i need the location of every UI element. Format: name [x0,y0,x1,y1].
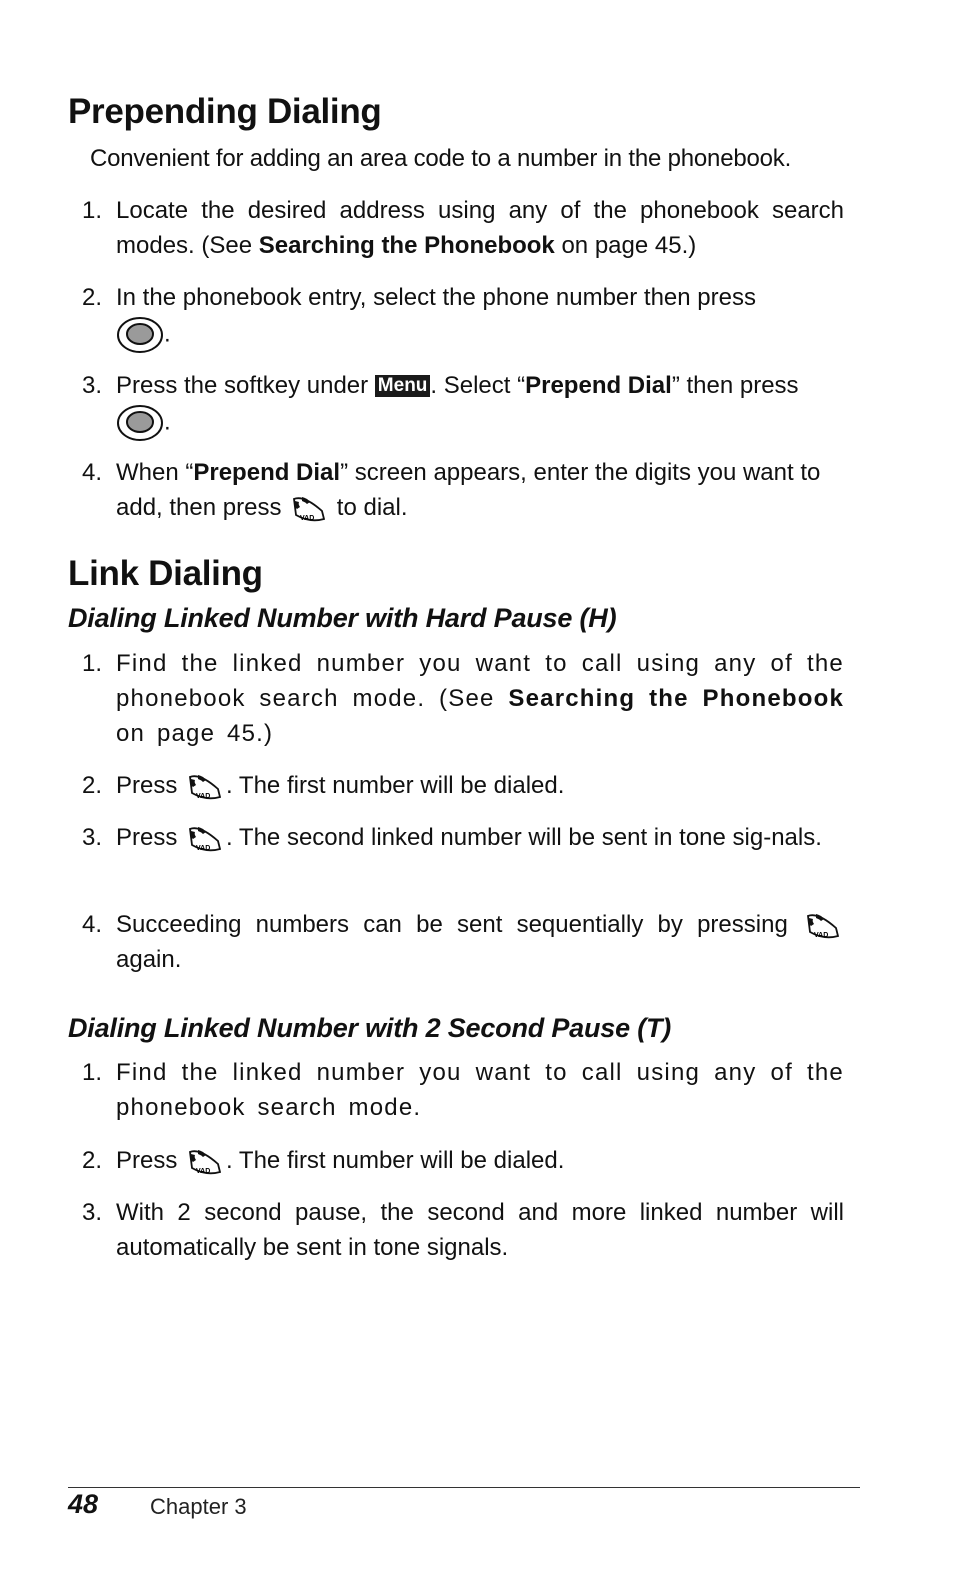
page-number: 48 [68,1489,99,1519]
step-number: 3. [82,1199,103,1226]
step-option: Prepend Dial [193,459,341,486]
step-number: 3. [82,824,103,851]
step-text: Find the linked number you want to call using any of the phonebook search mode. (See [116,650,844,712]
send-key-label: VAD [196,792,211,800]
step-text: on page 45.) [116,720,274,747]
step-text: ” screen appears, enter the digits you want to add, then press [116,459,821,521]
step-text: . [164,320,171,348]
step-number: 2. [82,1147,103,1174]
send-key-icon [288,493,330,525]
step-number: 2. [82,772,103,799]
step-text: Press [116,1147,185,1174]
step-text: . [164,408,171,436]
list-item [82,1143,844,1178]
step-number: 4. [82,911,103,938]
section-intro: Convenient for adding an area code to a number in the phonebook. [90,145,792,172]
ok-key-icon [116,403,164,443]
step-text: Press [116,824,185,851]
step-text: ” then press [671,372,799,399]
list-item [82,193,844,263]
list-item [82,280,844,355]
step-text: When “ [116,459,194,486]
step-number: 1. [82,197,103,224]
step-text: Succeeding numbers can be sent sequentially by pressing [116,911,802,938]
send-key-label: VAD [196,1167,211,1175]
step-text: Find the linked number you want to call using any of the phonebook search mode. [116,1059,844,1121]
step-reference: Searching the Phonebook [508,685,844,712]
send-key-label: VAD [814,931,829,939]
list-item [82,820,844,855]
step-option: Prepend Dial [525,372,672,399]
step-text: . The second linked number will be sent in tone sig-nals. [226,824,822,851]
chapter-label: Chapter 3 [150,1494,247,1519]
menu-softkey-label: Menu [375,375,431,397]
send-key-icon [802,910,844,942]
step-number: 2. [82,284,103,311]
step-reference: Searching the Phonebook [258,232,555,259]
subsection-title-hard-pause: Dialing Linked Number with Hard Pause (H) [68,603,617,633]
list-item [82,907,844,977]
step-text: Press the softkey under [116,372,375,399]
subsection-title-two-second-pause: Dialing Linked Number with 2 Second Pause (T) [68,1013,672,1043]
step-text: Press [116,772,185,799]
list-item [82,368,844,443]
section-title-prepending-dialing: Prepending Dialing [68,92,382,131]
step-text: . The first number will be dialed. [226,1147,565,1174]
step-text: again. [116,946,182,973]
list-item [82,768,844,803]
step-number: 4. [82,459,103,486]
send-key-icon [184,1146,226,1178]
list-item [82,1055,844,1125]
list-item [82,646,844,751]
ok-key-icon [116,315,164,355]
footer-divider [68,1487,860,1488]
step-text: on page 45.) [554,232,697,259]
step-text: to dial. [330,494,408,521]
step-text: In the phonebook entry, select the phone number then press [116,284,756,311]
step-text: With 2 second pause, the second and more linked number will automatically be sent in tone signals. [116,1199,844,1261]
list-item [82,1195,844,1265]
section-title-link-dialing: Link Dialing [68,554,263,593]
list-item [82,455,844,525]
step-text: . The first number will be dialed. [226,772,565,799]
step-number: 1. [82,1059,103,1086]
send-key-label: VAD [196,844,211,852]
step-text: . Select “ [430,372,526,399]
send-key-label: VAD [300,514,315,522]
send-key-icon [184,823,226,855]
step-text: Locate the desired address using any of the phonebook search modes. (See [116,197,844,259]
step-number: 3. [82,372,103,399]
step-number: 1. [82,650,103,677]
send-key-icon [184,771,226,803]
